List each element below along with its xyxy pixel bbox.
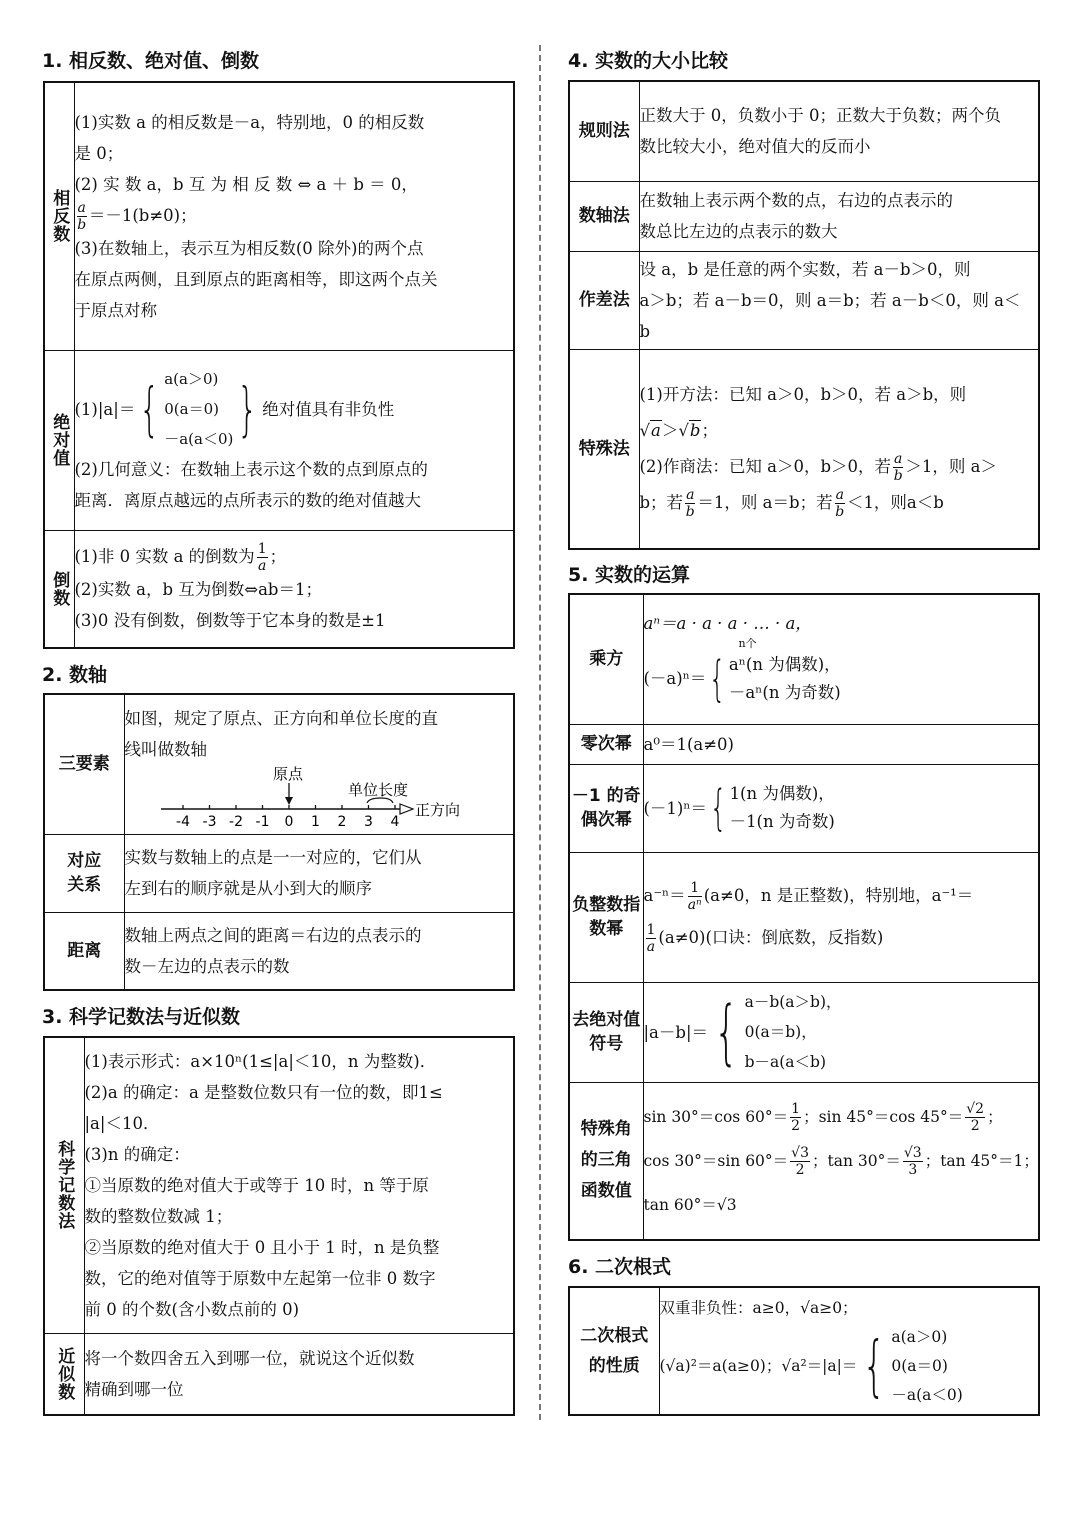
- row-zero-power: [569, 724, 1039, 764]
- row-difference-method: [569, 251, 1039, 349]
- row-power: [569, 594, 1039, 724]
- text-line: 左到右的顺序就是从小到大的顺序: [124, 879, 372, 898]
- section-3-title: 3. 科学记数法与近似数: [42, 1006, 241, 1028]
- power-cases: (－1)ⁿ＝ { 1(n 为偶数)， －1(n 为奇数): [643, 780, 835, 836]
- row-content: [74, 530, 514, 648]
- text-line: (1)表示形式：a×10ⁿ(1≤|a|＜10，n 为整数)．: [84, 1051, 437, 1071]
- row-label: 相反数: [44, 82, 74, 350]
- text-line: 前 0 的个数(含小数点前的 0): [84, 1299, 300, 1319]
- text-line: (1)实数 a 的相反数是－a，特别地，0 的相反数: [74, 112, 425, 132]
- trig-line: sin 30°＝cos 60°＝ $\frac{1}{2}$ ；sin 45°＝cos 45°＝ $\frac{√2}{2}$ ；: [643, 1101, 1003, 1135]
- tick-label: 2: [337, 814, 346, 830]
- row-label: 二次根式的性质: [569, 1287, 659, 1415]
- row-label: 作差法: [569, 251, 639, 349]
- tick-label: 3: [363, 814, 373, 830]
- row-absolute-value: [44, 350, 514, 530]
- tick-label: -1: [255, 814, 269, 830]
- text-line: 设 a，b 是任意的两个实数，若 a－b＞0，则: [639, 259, 971, 279]
- column-divider: [539, 45, 541, 1420]
- text-line: ①当原数的绝对值大于或等于 10 时，n 等于原: [84, 1175, 429, 1195]
- fraction-line: (2)作商法：已知 a＞0，b＞0，若 $\frac{a}{b}$ ＞1，则 a＞: [639, 450, 997, 484]
- number-line-figure: [125, 765, 495, 829]
- axis-arrow-head: [400, 804, 413, 814]
- row-negative-one-power: [569, 764, 1039, 852]
- text-line: 数轴上两点之间的距离＝右边的点表示的: [124, 925, 422, 945]
- count-label: n个: [738, 637, 757, 651]
- section-3-table: [43, 1036, 515, 1416]
- tick-label: -3: [202, 814, 216, 830]
- row-label: 三要素: [44, 694, 124, 834]
- fraction-line: $\frac{a}{b}$ ＝－1(b≠0)；: [77, 199, 197, 233]
- row-content: [84, 1333, 514, 1415]
- row-label: 零次幂: [569, 724, 643, 764]
- tick-label: 0: [284, 814, 293, 830]
- abs-cases: |a－b|＝ { a－b(a＞b)， 0(a＝b)， b－a(a＜b): [643, 991, 842, 1073]
- section-2-title: 2. 数轴: [42, 664, 108, 686]
- fraction-line: b；若 $\frac{a}{b}$ ＝1，则 a＝b；若 $\frac{a}{b}$ ＜1，则a＜b: [639, 486, 944, 520]
- row-negative-exponent: [569, 852, 1039, 982]
- text-line: 距离．离原点越远的点所表示的数的绝对值越大: [74, 491, 421, 510]
- section-6-table: [568, 1286, 1040, 1416]
- row-three-elements: [44, 694, 514, 834]
- power-definition: aⁿ＝a · a · a · … · a，: [643, 614, 812, 634]
- text-line: (3)0 没有倒数，倒数等于它本身的数是±1: [74, 611, 386, 631]
- row-rule-method: [569, 81, 1039, 181]
- power-cases: (－a)ⁿ＝ { aⁿ(n 为偶数)， －aⁿ(n 为奇数): [643, 651, 841, 708]
- row-radical-properties: [569, 1287, 1039, 1415]
- row-content: [124, 912, 514, 990]
- section-1-title: 1. 相反数、绝对值、倒数: [42, 50, 260, 72]
- text-line: (2)实数 a，b 互为倒数⇔ab＝1；: [74, 580, 322, 600]
- text-line: (2) 实 数 a，b 互 为 相 反 数 ⇔ a ＋ b ＝ 0，: [74, 174, 418, 194]
- trig-line: tan 60°＝√3: [643, 1195, 737, 1214]
- text-line: 精确到哪一位: [84, 1379, 184, 1399]
- row-opposite-number: [44, 82, 514, 350]
- text-line: 双重非负性：a≥0，√a≥0；: [659, 1298, 858, 1317]
- text-line: 实数与数轴上的点是一一对应的，它们从: [124, 848, 422, 867]
- row-content: [643, 594, 1039, 724]
- row-content: [643, 982, 1039, 1082]
- radical-cases: (√a)²＝a(a≥0)；√a²＝|a|＝ { a(a＞0) 0(a＝0) －a(a＜0): [659, 1327, 963, 1404]
- row-label: 近似数: [44, 1333, 84, 1415]
- text-line: b: [639, 321, 651, 341]
- row-content: [643, 764, 1039, 852]
- row-content: [659, 1287, 1039, 1415]
- row-label: 数轴法: [569, 181, 639, 251]
- text-line: |a|＜10．: [84, 1113, 160, 1133]
- section-6-title: 6. 二次根式: [568, 1256, 672, 1278]
- tick-label: 1: [310, 814, 320, 830]
- origin-label: 原点: [272, 765, 303, 784]
- text-line: a⁰＝1(a≠0): [643, 734, 734, 754]
- row-label: 去绝对值符号: [569, 982, 643, 1082]
- row-number-line-method: [569, 181, 1039, 251]
- text-line: 数－左边的点表示的数: [124, 956, 290, 976]
- row-content: [643, 1082, 1039, 1240]
- text-line: 于原点对称: [74, 300, 157, 320]
- origin-arrow-head: [285, 797, 293, 805]
- row-content: [639, 251, 1039, 349]
- fraction-line: $\frac{1}{a}$ (a≠0)(口诀：倒底数，反指数): [646, 922, 884, 955]
- row-correspondence: [44, 834, 514, 912]
- section-1-table: [43, 81, 515, 649]
- row-label: 绝对值: [44, 350, 74, 530]
- text-line: a＞b；若 a－b＝0，则 a＝b；若 a－b＜0，则 a＜: [639, 290, 1021, 310]
- trig-line: cos 30°＝sin 60°＝ $\frac{√3}{2}$ ；tan 30°＝ $\frac{√3}{3}$ ；tan 45°＝1；: [643, 1145, 1039, 1179]
- row-approximate-number: [44, 1333, 514, 1415]
- text-line: (3)n 的确定：: [84, 1144, 190, 1164]
- row-trig-values: [569, 1082, 1039, 1240]
- text-line: 将一个数四舍五入到哪一位，就说这个近似数: [84, 1348, 415, 1368]
- tick-label: -4: [175, 814, 190, 830]
- row-remove-absolute: [569, 982, 1039, 1082]
- row-content: [639, 181, 1039, 251]
- row-content: [639, 81, 1039, 181]
- text-line: 在原点两侧，且到原点的距离相等，即这两个点关: [74, 269, 438, 289]
- text-line: 数，它的绝对值等于原数中左起第一位非 0 数字: [84, 1268, 436, 1288]
- row-label: 距离: [44, 912, 124, 990]
- row-content: [643, 724, 1039, 764]
- row-label: 乘方: [569, 594, 643, 724]
- row-content: [643, 852, 1039, 982]
- row-label: 特殊角的三角函数值: [569, 1082, 643, 1240]
- section-5-title: 5. 实数的运算: [568, 564, 691, 586]
- row-distance: [44, 912, 514, 990]
- tick-label: 4: [390, 814, 399, 830]
- fraction-line: (1)非 0 实数 a 的倒数为 $\frac{1}{a}$ ；: [74, 541, 287, 575]
- positive-direction-label: 正方向: [414, 801, 460, 820]
- row-label: －1 的奇偶次幂: [569, 764, 643, 852]
- row-label: 规则法: [569, 81, 639, 181]
- row-special-method: [569, 349, 1039, 549]
- text-line: ②当原数的绝对值大于 0 且小于 1 时，n 是负整: [84, 1237, 440, 1257]
- row-content: [124, 694, 514, 834]
- row-label: 科学记数法: [44, 1037, 84, 1333]
- text-line: 在数轴上表示两个数的点，右边的点表示的: [639, 191, 953, 210]
- tick-label: -2: [228, 814, 243, 830]
- row-label: 负整数指数幂: [569, 852, 643, 982]
- row-scientific-notation: [44, 1037, 514, 1333]
- row-content: [639, 349, 1039, 549]
- row-content: [74, 350, 514, 530]
- text-line: 数比较大小，绝对值大的反而小: [639, 137, 871, 157]
- unit-length-label: 单位长度: [347, 781, 408, 800]
- row-content: [74, 82, 514, 350]
- text-line: 是 0；: [74, 143, 124, 163]
- row-label: 特殊法: [569, 349, 639, 549]
- abs-formula: (1)|a|＝ { a(a＞0) 0(a＝0) －a(a＜0) } 绝对值具有非负性: [74, 370, 395, 448]
- row-content: [84, 1037, 514, 1333]
- text-line: 线叫做数轴: [124, 740, 207, 760]
- text-line: (1)开方法：已知 a＞0，b＞0，若 a＞b，则: [639, 384, 967, 404]
- text-line: 如图，规定了原点、正方向和单位长度的直: [124, 709, 438, 729]
- section-4-title: 4. 实数的大小比较: [568, 50, 729, 72]
- fraction: $\frac{a}{b}$: [77, 199, 87, 233]
- text-line: (3)在数轴上，表示互为相反数(0 除外)的两个点: [74, 238, 424, 258]
- section-5-table: [568, 593, 1040, 1241]
- text-line: 数总比左边的点表示的数大: [639, 222, 838, 241]
- row-content: [124, 834, 514, 912]
- text-line: (2)几何意义：在数轴上表示这个数的点到原点的: [74, 460, 428, 479]
- row-label: 对应关系: [44, 834, 124, 912]
- row-label: 倒数: [44, 530, 74, 648]
- text-line: 正数大于 0，负数小于 0；正数大于负数；两个负: [639, 106, 1001, 126]
- text-line: (2)a 的确定：a 是整数位数只有一位的数，即1≤: [84, 1082, 443, 1102]
- text-line: 数的整数位数减 1；: [84, 1206, 233, 1226]
- section-4-table: [568, 80, 1040, 550]
- fraction-line: a⁻ⁿ＝ $\frac{1}{\text{aⁿ}}$ (a≠0，n 是正整数)，特别地，a⁻¹＝: [643, 880, 974, 913]
- sqrt-line: √a＞√b；: [639, 420, 718, 440]
- section-2-table: [43, 693, 515, 991]
- row-reciprocal: [44, 530, 514, 648]
